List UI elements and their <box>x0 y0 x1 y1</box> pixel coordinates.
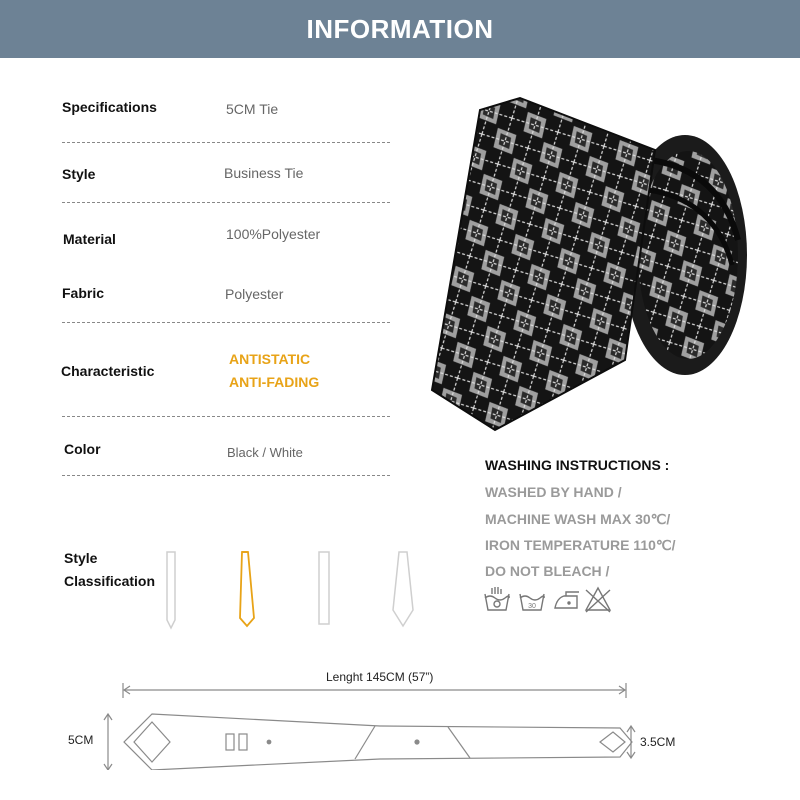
svg-text:30: 30 <box>528 603 536 610</box>
washing-line-iron: IRON TEMPERATURE 110℃/ <box>485 537 676 553</box>
characteristic-value-antifading: ANTI-FADING <box>229 374 320 390</box>
outline-tie-icon <box>160 550 182 630</box>
spec-label-material: Material <box>63 231 116 247</box>
tie-dimension-diagram <box>60 670 800 770</box>
spec-value-color: Black / White <box>227 445 303 460</box>
machine-wash-30-icon <box>520 594 544 610</box>
no-bleach-icon <box>586 588 610 612</box>
characteristic-label: Characteristic <box>61 363 155 379</box>
header-banner <box>0 0 800 58</box>
tie-product-photo <box>420 90 760 435</box>
narrow-end-width-label: 3.5CM <box>640 735 676 749</box>
spec-label-color: Color <box>64 441 101 457</box>
spec-label-fabric: Fabric <box>62 285 105 301</box>
style-classification-label-line2: Classification <box>64 573 156 589</box>
washing-instructions-title: WASHING INSTRUCTIONS : <box>485 457 670 473</box>
spec-label-style: Style <box>62 166 96 182</box>
slim-tie-icon <box>313 550 335 630</box>
selected-tie-icon <box>236 550 258 630</box>
spec-value-fabric: Polyester <box>225 286 284 302</box>
header-title: INFORMATION <box>306 14 494 44</box>
divider <box>62 142 390 143</box>
divider <box>62 416 390 417</box>
tie-length-label: Lenght 145CM (57”) <box>326 670 434 684</box>
spec-label-specifications: Specifications <box>62 99 157 115</box>
divider <box>62 322 390 323</box>
style-classification-label-line1: Style <box>64 550 98 566</box>
divider <box>62 202 390 203</box>
spec-value-style: Business Tie <box>224 165 304 181</box>
care-icons <box>482 584 622 616</box>
washing-line-bleach: DO NOT BLEACH / <box>485 563 610 579</box>
iron-icon <box>555 592 579 608</box>
washing-line-machine: MACHINE WASH MAX 30℃/ <box>485 511 671 527</box>
wide-tie-icon <box>390 550 416 630</box>
hand-wash-icon <box>485 587 509 610</box>
characteristic-value-antistatic: ANTISTATIC <box>229 351 311 367</box>
washing-line-hand: WASHED BY HAND / <box>485 484 622 500</box>
spec-value-specifications: 5CM Tie <box>226 101 279 117</box>
divider <box>62 475 390 476</box>
spec-value-material: 100%Polyester <box>226 226 321 242</box>
wide-end-width-label: 5CM <box>68 733 94 747</box>
